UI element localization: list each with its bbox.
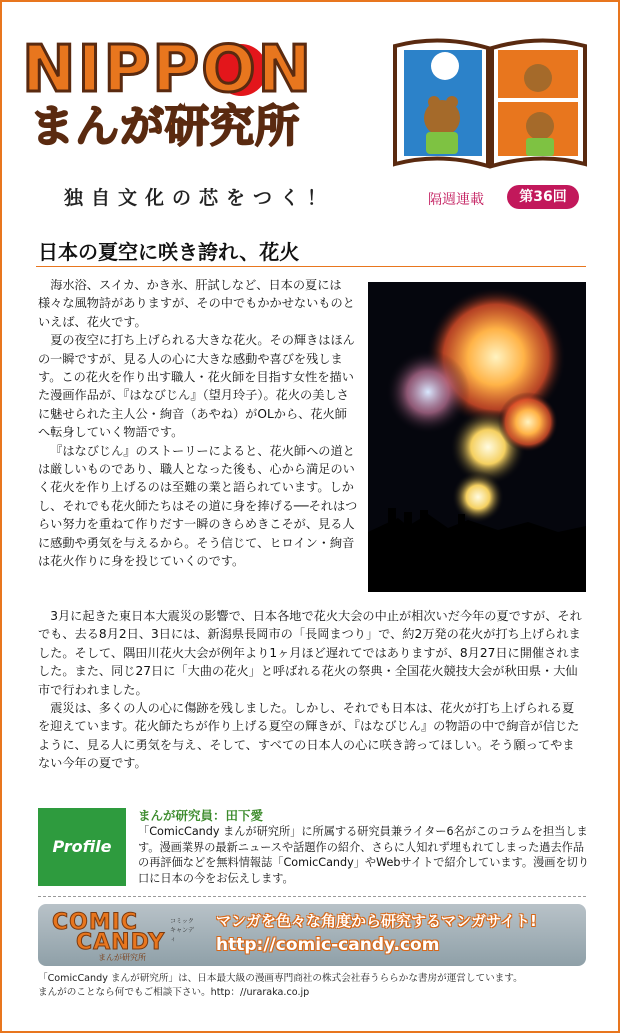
profile-name: まんが研究員：田下愛	[138, 808, 264, 823]
profile-text: 「ComicCandy まんが研究所」に所属する研究員兼ライター6名がこのコラムを担当します。漫画業界の最新ニュースや話題作の紹介、さらに人知れず埋もれてしまった過去作品の再評価などを無料情報誌「ComicCandy」やWebサイトで紹介しています。漫画を切り口に日本の今をお伝えします。	[138, 825, 590, 885]
footer-line-1: 「ComicCandy まんが研究所」は、日本最大級の漫画専門商社の株式会社春うららかな書房が運営しています。	[38, 973, 523, 984]
title-divider	[36, 266, 586, 267]
issue-badge: 第36回	[507, 185, 579, 209]
paragraph: 海水浴、スイカ、かき氷、肝試しなど、日本の夏には様々な風物詩がありますが、その中でもかかせないものといえば、花火です。	[38, 278, 355, 329]
fireworks-photo	[368, 282, 586, 592]
footer-line-2: まんがのことなら何でもご相談下さい。http：//uraraka.co.jp	[38, 987, 310, 998]
logo-nippon	[22, 33, 392, 107]
logo-candy-text: CANDY	[76, 930, 166, 955]
comic-candy-banner[interactable]	[38, 904, 586, 966]
article-title: 日本の夏空に咲き誇れ、花火	[38, 240, 300, 264]
article-column-2	[38, 607, 586, 773]
footer-note	[38, 972, 598, 1000]
serial-label: 隔週連載	[428, 192, 484, 208]
banner-tagline: マンガを色々な角度から研究するマンガサイト!	[216, 912, 537, 930]
banner-url-link[interactable]: http://comic-candy.com	[216, 935, 440, 955]
logo-subtitle-text: まんが研究所	[30, 101, 300, 152]
logo-ruby-text: コミックキャンディ	[170, 918, 195, 943]
profile-badge: Profile	[38, 808, 126, 886]
tagline: 独自文化の芯をつく！	[64, 187, 335, 209]
paragraph: 3月に起きた東日本大震災の影響で、日本各地で花火大会の中止が相次いだ今年の夏ですが、それでも、去る8月2日、3日には、新潟県長岡市の「長岡まつり」で、約2万発の花火が打ち上げられました。そして、隅田川花火大会が例年より1ヶ月ほど遅れてではありますが、8月27日に開催されました。また、同じ27日に「大曲の花火」と呼ばれる花火の祭典・全国花火競技大会が秋田県・大仙市で行われました。	[38, 609, 582, 697]
open-book-illustration-icon	[390, 26, 590, 176]
paragraph: 夏の夜空に打ち上げられる大きな花火。その輝きはほんの一瞬ですが、見る人の心に大きな感動や喜びを残します。この花火を作り出す職人・花火師を目指す女性を描いた漫画作品が、『はなびじん』（望月玲子）。花火の美しさに魅せられた主人公・絢音（あやね）がOLから、花火師へ転身していく物語です。	[38, 333, 355, 440]
paragraph: 震災は、多くの人の心に傷跡を残しました。しかし、それでも日本は、花火が打ち上げられる夏を迎えています。花火師たちが作り上げる夏空の輝きが、『はなびじん』の物語の中で絢音が信じたように、見る人に勇気を与え、そして、すべての日本人の心に咲き誇ってほしい。そう願ってやまない今年の夏です。	[38, 701, 580, 771]
logo-comic-text: COMIC	[52, 910, 139, 935]
paragraph: 『はなびじん』のストーリーによると、花火師への道とは厳しいものであり、職人となった後も、心から満足のいく花火を作り上げるのは至難の業と語られています。しかし、それでも花火師たちはその道に身を捧げる──それはつらい努力を重ねて作りだす一瞬のきらめきこそが、見る人に感動や勇気を与えるから。そう信じて、ヒロイン・絢音は花火作りに身を投じていくのです。	[38, 443, 358, 569]
logo-subtitle	[30, 102, 300, 152]
logo-sub-text: まんが研究所	[98, 953, 146, 962]
comic-candy-logo[interactable]	[46, 910, 196, 960]
logo-nippon-text: NIPPON	[22, 33, 314, 107]
article-column-1	[38, 276, 358, 571]
profile-divider	[38, 896, 586, 897]
